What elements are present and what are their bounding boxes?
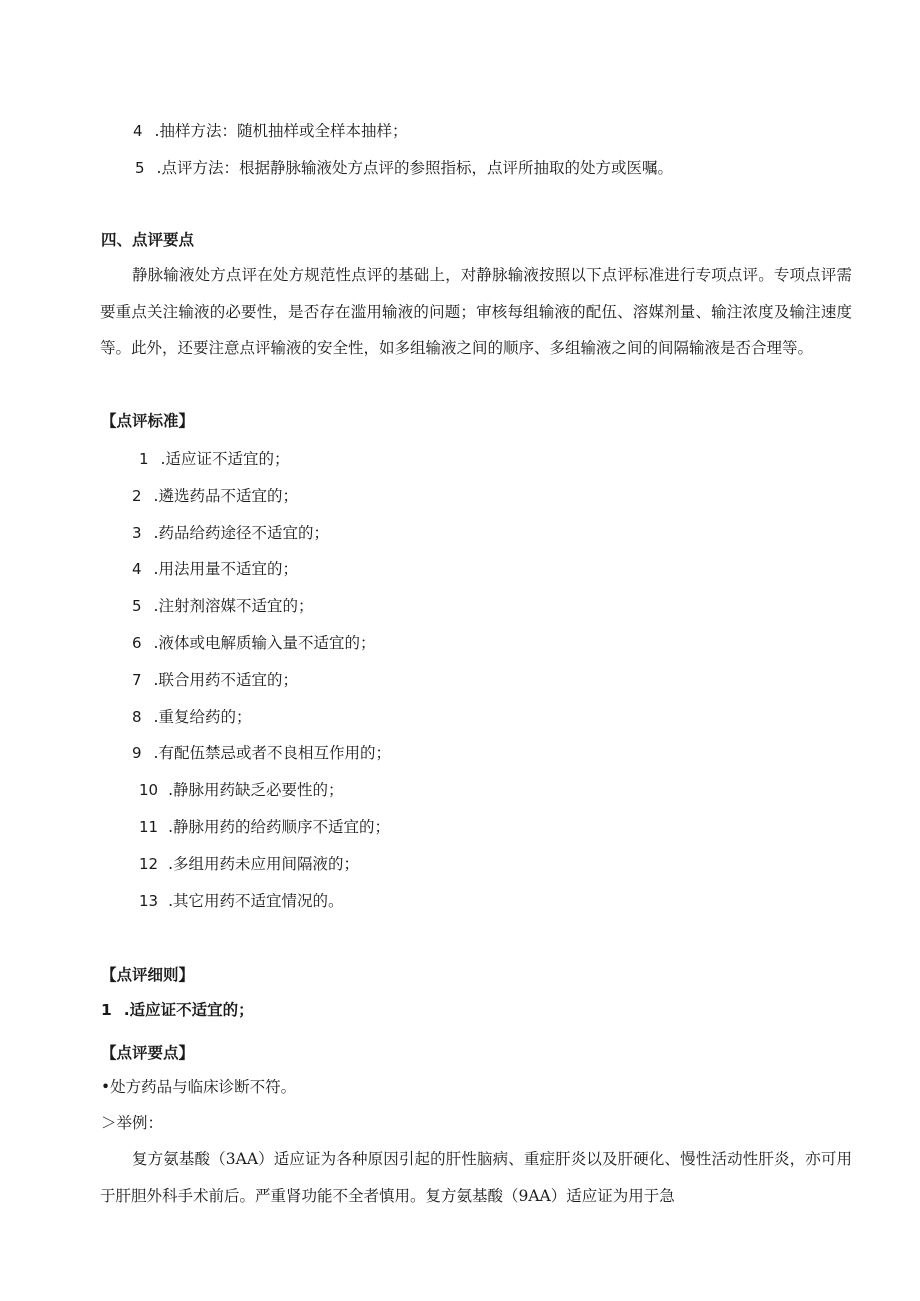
criteria-item bbox=[139, 817, 390, 837]
section-paragraph: 静脉输液处方点评在处方规范性点评的基础上，对静脉输液按照以下点评标准进行专项点评。专项点评需要重点关注输液的必要性，是否存在滥用输液的问题；审核每组输液的配伍、溶媒剂量、输注浓度及输注速度等。此外，还要注意点评输液的安全性，如多组输液之间的顺序、多组输液之间的间隔输液是否合理等。 bbox=[100, 266, 852, 357]
item-text: .抽样方法：随机抽样或全样本抽样； bbox=[154, 122, 408, 140]
item-text: .点评方法：根据静脉输液处方点评的参照指标，点评所抽取的处方或医嘱。 bbox=[156, 159, 673, 177]
subheading-text: .适应证不适宜的； bbox=[123, 1001, 254, 1019]
criteria-item-text: .有配伍禁忌或者不良相互作用的； bbox=[153, 744, 391, 763]
criteria-item-text: .药品给药途径不适宜的； bbox=[153, 523, 329, 542]
criteria-item-number: 12 bbox=[139, 854, 159, 873]
example-paragraph: 复方氨基酸（3AA）适应证为各种原因引起的肝性脑病、重症肝炎以及肝硬化、慢性活动性肝炎，亦可用于肝胆外科手术前后。严重肾功能不全者慎用。复方氨基酸（9AA）适应证为用于急 bbox=[100, 1150, 852, 1205]
criteria-item bbox=[132, 486, 298, 506]
points-heading: 【点评要点】 bbox=[101, 1044, 195, 1062]
criteria-item-text: .静脉用药的给药顺序不适宜的； bbox=[168, 818, 391, 836]
criteria-item-text: .联合用药不适宜的； bbox=[153, 670, 298, 689]
criteria-item-text: .遴选药品不适宜的； bbox=[153, 486, 298, 505]
criteria-item-number: 5 bbox=[132, 597, 142, 616]
criteria-item-number: 8 bbox=[132, 707, 142, 726]
criteria-item-number: 4 bbox=[132, 560, 142, 579]
criteria-item bbox=[132, 670, 298, 690]
details-heading: 【点评细则】 bbox=[101, 966, 195, 984]
method-item-5 bbox=[135, 158, 673, 178]
criteria-item bbox=[132, 707, 251, 727]
criteria-item-number: 2 bbox=[132, 486, 142, 505]
criteria-item-number: 3 bbox=[132, 523, 142, 542]
item-number: 5 bbox=[135, 159, 145, 177]
criteria-item-text: .其它用药不适宜情况的。 bbox=[168, 891, 344, 910]
criteria-item bbox=[139, 854, 359, 874]
criteria-item-text: .适应证不适宜的； bbox=[160, 450, 290, 468]
method-item-4 bbox=[133, 121, 407, 141]
criteria-item bbox=[132, 559, 298, 579]
criteria-item-text: .重复给药的； bbox=[153, 707, 252, 726]
criteria-item bbox=[132, 743, 391, 763]
criteria-item bbox=[132, 523, 329, 543]
criteria-item-number: 10 bbox=[139, 781, 159, 800]
subheading-number: 1 bbox=[101, 1001, 112, 1019]
criteria-item-text: .用法用量不适宜的； bbox=[153, 560, 298, 579]
criteria-item-text: .液体或电解质输入量不适宜的； bbox=[153, 634, 376, 652]
criteria-item-number: 11 bbox=[139, 818, 159, 836]
criteria-item bbox=[132, 633, 375, 653]
bullet-item: •处方药品与临床诊断不符。 bbox=[101, 1078, 297, 1096]
details-subheading bbox=[101, 1000, 254, 1020]
criteria-item-number: 1 bbox=[139, 450, 149, 468]
criteria-item-number: 6 bbox=[132, 634, 142, 652]
criteria-heading: 【点评标准】 bbox=[101, 412, 195, 430]
criteria-item-text: .多组用药未应用间隔液的； bbox=[168, 854, 360, 873]
criteria-item-number: 7 bbox=[132, 670, 142, 689]
section-heading: 四、点评要点 bbox=[101, 231, 195, 249]
item-number: 4 bbox=[133, 122, 143, 140]
criteria-item-text: .静脉用药缺乏必要性的； bbox=[168, 781, 344, 800]
criteria-item bbox=[139, 780, 344, 800]
criteria-item bbox=[139, 891, 344, 911]
criteria-item bbox=[139, 449, 289, 469]
criteria-item bbox=[132, 596, 313, 616]
criteria-item-text: .注射剂溶媒不适宜的； bbox=[153, 597, 314, 616]
criteria-item-number: 9 bbox=[132, 744, 142, 763]
example-label: ＞举例： bbox=[101, 1114, 164, 1132]
criteria-item-number: 13 bbox=[139, 891, 159, 910]
